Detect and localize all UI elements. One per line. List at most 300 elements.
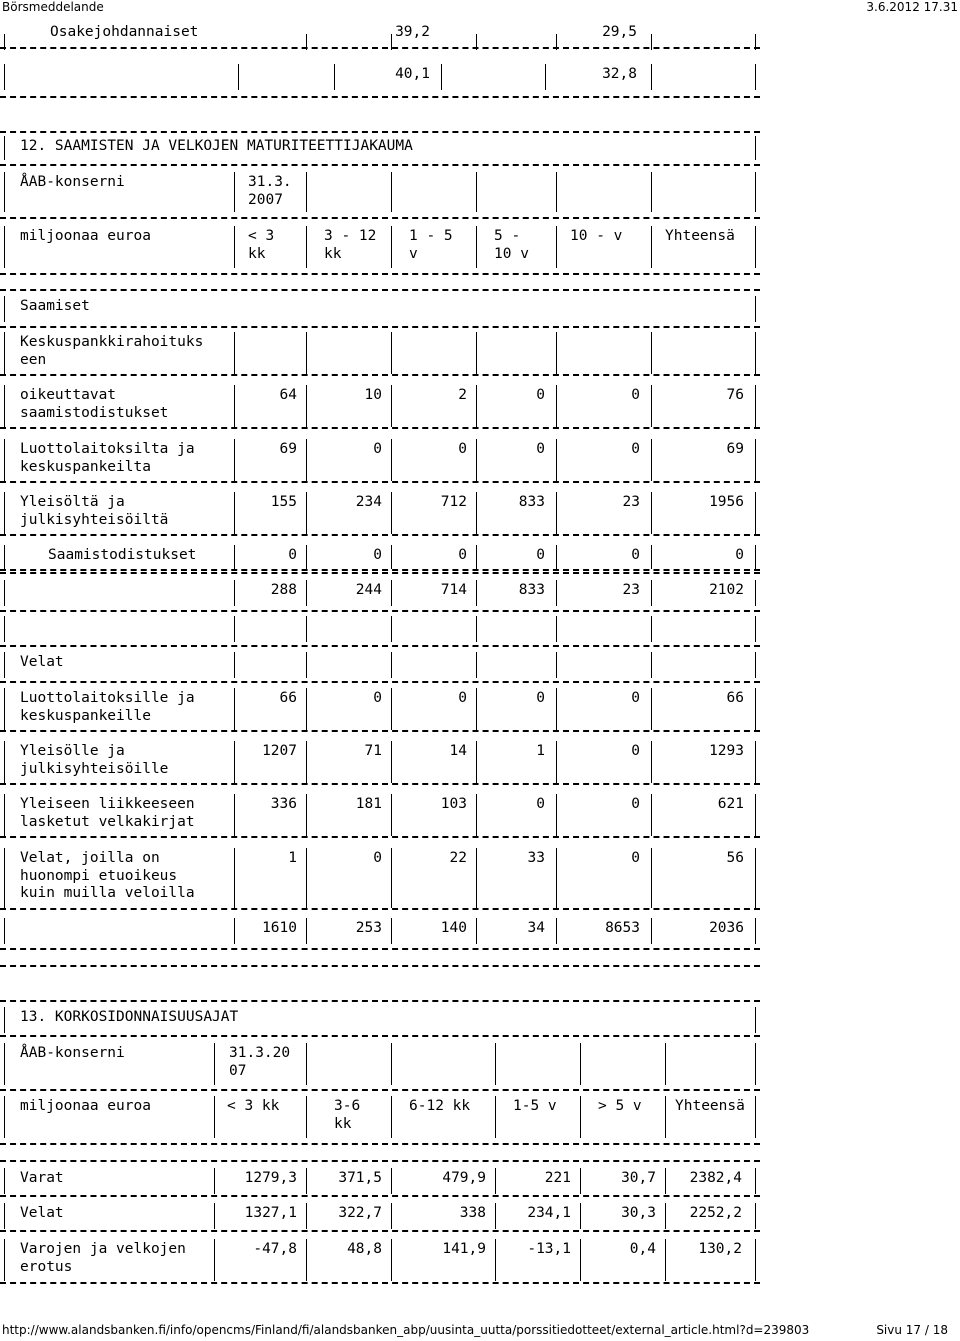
cell-border [556, 741, 557, 783]
section-13-row-col1: -47,8 [253, 1241, 297, 1257]
receivables-row-col4: 833 [518, 494, 545, 510]
liabilities-row-col4: 1 [536, 743, 545, 759]
section-12-column-header-4: 5 - 10 v [494, 228, 529, 262]
cell-border [476, 652, 477, 678]
receivables-row-col4: 0 [536, 547, 545, 563]
cell-border [214, 1168, 215, 1194]
liabilities-row-col2: 71 [364, 743, 382, 759]
cell-border [755, 64, 756, 90]
receivables-row-col2: 234 [355, 494, 382, 510]
receivables-row-col2: 0 [373, 547, 382, 563]
dashed-rule [0, 326, 760, 328]
dashed-rule [0, 273, 760, 275]
dashed-rule [0, 289, 760, 291]
section-13-row-col4: -13,1 [527, 1241, 571, 1257]
liabilities-total-col3: 140 [440, 920, 467, 936]
cell-border [391, 794, 392, 836]
cell-border [391, 492, 392, 534]
cell-border [556, 439, 557, 481]
cell-border [755, 226, 756, 268]
receivables-heading: Saamiset [20, 298, 90, 314]
cell-border [4, 296, 5, 322]
dashed-rule [0, 47, 760, 49]
receivables-row-col5: 23 [622, 494, 640, 510]
cell-border [4, 492, 5, 534]
footer-url: http://www.alandsbanken.fi/info/opencms/Finland/fi/alandsbanken_abp/uusinta_uutta/porssitiedotteet/external_article.html?d=239803 [2, 1323, 810, 1337]
section-13-row-col5: 30,7 [621, 1170, 656, 1186]
blank-row [0, 614, 760, 644]
liabilities-row-col5: 0 [631, 743, 640, 759]
cell-border [4, 848, 5, 908]
cell-border [4, 616, 5, 642]
dashed-rule [0, 1160, 760, 1162]
liabilities-total-row [0, 916, 760, 946]
dashed-rule [0, 164, 760, 166]
cell-border [306, 492, 307, 534]
cell-border [391, 848, 392, 908]
cell-border [665, 1043, 666, 1085]
cell-border [651, 332, 652, 374]
receivables-total-col1: 288 [270, 582, 297, 598]
liabilities-row-col5: 0 [631, 850, 640, 866]
dashed-rule [0, 1000, 760, 1002]
cell-border [476, 172, 477, 212]
top-total-value-2: 32,8 [602, 66, 637, 82]
receivables-row-col5: 0 [631, 387, 640, 403]
receivables-row-col1: 0 [288, 547, 297, 563]
receivables-total-col5: 23 [622, 582, 640, 598]
section-12-company-row [0, 170, 760, 214]
cell-border [556, 332, 557, 374]
cell-border [755, 385, 756, 427]
dashed-rule [0, 217, 760, 219]
cell-border [4, 794, 5, 836]
liabilities-heading: Velat [20, 654, 64, 670]
section-13-row-col3: 141,9 [442, 1241, 486, 1257]
cell-border [556, 688, 557, 730]
section-12-column-header-1: < 3 kk [248, 228, 275, 262]
cell-border [214, 1096, 215, 1138]
section-13-row-col3: 338 [459, 1205, 486, 1221]
receivables-row-col6: 76 [726, 387, 744, 403]
receivables-row [0, 543, 760, 571]
cell-border [651, 741, 652, 783]
liabilities-total-col4: 34 [527, 920, 545, 936]
cell-border [556, 545, 557, 569]
cell-border [755, 794, 756, 836]
dashed-rule [0, 481, 760, 483]
section-13-company-row [0, 1041, 760, 1087]
section-13-row-col1: 1327,1 [244, 1205, 297, 1221]
liabilities-row-label: Yleisölle ja julkisyhteisöille [20, 743, 169, 777]
cell-border [651, 172, 652, 212]
cell-border [755, 545, 756, 569]
section-13-row-label: Varojen ja velkojen erotus [20, 1241, 186, 1275]
section-12-column-header-3: 1 - 5 v [409, 228, 453, 262]
receivables-total-row [0, 578, 760, 608]
cell-border [4, 64, 5, 90]
cell-border [755, 1168, 756, 1194]
cell-border [214, 1043, 215, 1085]
liabilities-row-col3: 22 [449, 850, 467, 866]
cell-border [556, 652, 557, 678]
cell-border [391, 1043, 392, 1085]
top-total-value-1: 40,1 [395, 66, 430, 82]
cell-border [306, 741, 307, 783]
cell-border [755, 332, 756, 374]
dashed-rule [0, 783, 760, 785]
cell-border [651, 848, 652, 908]
cell-border [755, 439, 756, 481]
section-12-unit-label: miljoonaa euroa [20, 228, 151, 244]
receivables-row-col4: 0 [536, 387, 545, 403]
section-13-column-header-3: 6-12 kk [409, 1098, 471, 1114]
liabilities-row [0, 846, 760, 910]
section-12-company: ÅAB-konserni [20, 174, 125, 190]
cell-border [238, 64, 239, 90]
section-12-title: 12. SAAMISTEN JA VELKOJEN MATURITEETTIJAKAUMA [20, 138, 413, 154]
dashed-rule [0, 965, 760, 967]
cell-border [306, 688, 307, 730]
cell-border [651, 64, 652, 90]
section-13-row-col6: 2252,2 [689, 1205, 742, 1221]
receivables-row-col4: 0 [536, 441, 545, 457]
cell-border [4, 1239, 5, 1281]
cell-border [4, 688, 5, 730]
cell-border [306, 439, 307, 481]
cell-border [214, 1239, 215, 1281]
receivables-row-label: Saamistodistukset [48, 547, 197, 563]
header-datetime: 3.6.2012 17.31 [866, 0, 958, 14]
dashed-rule [0, 1282, 760, 1284]
dashed-rule [0, 1089, 760, 1091]
section-13-column-header-6: Yhteensä [675, 1098, 745, 1114]
cell-border [391, 1168, 392, 1194]
cell-border [755, 652, 756, 678]
cell-border [4, 385, 5, 427]
dashed-rule [0, 427, 760, 429]
dashed-rule [0, 1195, 760, 1197]
cell-border [4, 136, 5, 160]
receivables-row-col6: 69 [726, 441, 744, 457]
dashed-rule [0, 948, 760, 950]
section-12-column-header-5: 10 - v [570, 228, 623, 244]
liabilities-heading-row [0, 650, 760, 680]
receivables-total-col4: 833 [518, 582, 545, 598]
cell-border [4, 1043, 5, 1085]
cell-border [651, 545, 652, 569]
dashed-rule [0, 569, 760, 571]
section-13-column-header-2: 3-6 kk [334, 1098, 361, 1132]
section-13-row-col4: 234,1 [527, 1205, 571, 1221]
cell-border [651, 580, 652, 606]
receivables-total-col2: 244 [355, 582, 382, 598]
liabilities-row-col3: 103 [440, 796, 467, 812]
receivables-row-col3: 0 [458, 547, 467, 563]
cell-border [651, 918, 652, 944]
cell-border [4, 918, 5, 944]
partial-row-value-1: 39,2 [395, 24, 430, 40]
cell-border [4, 741, 5, 783]
cell-border [4, 226, 5, 268]
liabilities-total-col1: 1610 [262, 920, 297, 936]
cell-border [651, 385, 652, 427]
cell-border [391, 1239, 392, 1281]
section-12-title-row [0, 134, 760, 162]
section-13-date: 31.3.20 07 [229, 1045, 291, 1079]
section-13-row-label: Varat [20, 1170, 64, 1186]
section-13-row-col1: 1279,3 [244, 1170, 297, 1186]
cell-border [306, 616, 307, 642]
liabilities-total-col2: 253 [355, 920, 382, 936]
dashed-rule [0, 1230, 760, 1232]
liabilities-row [0, 792, 760, 838]
cell-border [391, 688, 392, 730]
liabilities-row-col1: 336 [270, 796, 297, 812]
receivables-row [0, 490, 760, 536]
liabilities-total-col5: 8653 [605, 920, 640, 936]
section-12-date: 31.3. 2007 [248, 174, 292, 208]
cell-border [306, 385, 307, 427]
cell-border [755, 296, 756, 322]
cell-border [4, 1203, 5, 1229]
cell-border [391, 172, 392, 212]
cell-border [391, 580, 392, 606]
cell-border [651, 652, 652, 678]
liabilities-row [0, 686, 760, 732]
cell-border [391, 1203, 392, 1229]
cell-border [391, 545, 392, 569]
receivables-row-col2: 0 [373, 441, 382, 457]
liabilities-row-col6: 56 [726, 850, 744, 866]
cell-border [4, 1168, 5, 1194]
section-12-column-header-6: Yhteensä [665, 228, 735, 244]
cell-border [556, 794, 557, 836]
section-13-row-col4: 221 [544, 1170, 571, 1186]
cell-border [306, 332, 307, 374]
cell-border [306, 652, 307, 678]
footer-page-number: Sivu 17 / 18 [876, 1323, 948, 1337]
liabilities-row-col5: 0 [631, 690, 640, 706]
cell-border [234, 616, 235, 642]
receivables-row-col1: 64 [279, 387, 297, 403]
section-13-title-row [0, 1005, 760, 1035]
receivables-row-col5: 0 [631, 441, 640, 457]
cell-border [4, 332, 5, 374]
cell-border [755, 918, 756, 944]
section-13-column-header-1: < 3 kk [227, 1098, 280, 1114]
liabilities-row-col1: 1 [288, 850, 297, 866]
section-13-row-col3: 479,9 [442, 1170, 486, 1186]
cell-border [755, 1203, 756, 1229]
section-13-company: ÅAB-konserni [20, 1045, 125, 1061]
cell-border [755, 492, 756, 534]
cell-border [4, 580, 5, 606]
cell-border [556, 385, 557, 427]
liabilities-row-col1: 66 [279, 690, 297, 706]
cell-border [651, 616, 652, 642]
receivables-row [0, 383, 760, 429]
cell-border [580, 1043, 581, 1085]
cell-border [755, 1043, 756, 1085]
liabilities-row-label: Luottolaitoksille ja keskuspankeille [20, 690, 195, 724]
dashed-rule [0, 534, 760, 536]
dashed-rule [0, 1035, 760, 1037]
cell-border [4, 545, 5, 569]
cell-border [755, 1239, 756, 1281]
cell-border [755, 136, 756, 160]
dashed-rule [0, 374, 760, 376]
section-12-column-header-2: 3 - 12 kk [324, 228, 377, 262]
liabilities-row-col3: 14 [449, 743, 467, 759]
section-13-row-col2: 48,8 [347, 1241, 382, 1257]
liabilities-row-col6: 621 [717, 796, 744, 812]
receivables-row-col1: 69 [279, 441, 297, 457]
cell-border [306, 545, 307, 569]
section-13-column-header-row [0, 1094, 760, 1140]
dashed-rule [0, 730, 760, 732]
section-13-row [0, 1166, 760, 1196]
liabilities-row-col2: 0 [373, 690, 382, 706]
receivables-row-label: Yleisöltä ja julkisyhteisöiltä [20, 494, 169, 528]
page-footer [0, 1322, 960, 1340]
cell-border [476, 332, 477, 374]
cell-border [755, 741, 756, 783]
cell-border [306, 794, 307, 836]
cell-border [476, 616, 477, 642]
liabilities-row-col2: 181 [355, 796, 382, 812]
cell-border [755, 616, 756, 642]
receivables-row-col5: 0 [631, 547, 640, 563]
cell-border [391, 332, 392, 374]
cell-border [556, 580, 557, 606]
section-13-unit-label: miljoonaa euroa [20, 1098, 151, 1114]
cell-border [556, 848, 557, 908]
receivables-row-col3: 712 [440, 494, 467, 510]
liabilities-row-col6: 1293 [709, 743, 744, 759]
liabilities-row-col2: 0 [373, 850, 382, 866]
cell-border [391, 439, 392, 481]
liabilities-row-col4: 33 [527, 850, 545, 866]
cell-border [4, 652, 5, 678]
dashed-rule [0, 610, 760, 612]
cell-border [556, 616, 557, 642]
section-12-column-header-row [0, 224, 760, 270]
cell-border [556, 172, 557, 212]
receivables-row [0, 330, 760, 376]
liabilities-row-col1: 1207 [262, 743, 297, 759]
section-13-row-col6: 130,2 [698, 1241, 742, 1257]
dashed-rule [0, 572, 760, 574]
receivables-row-label: oikeuttavat saamistodistukset [20, 387, 169, 421]
cell-border [495, 1043, 496, 1085]
header-title: Börsmeddelande [2, 0, 104, 14]
cell-border [214, 1203, 215, 1229]
receivables-row-col1: 155 [270, 494, 297, 510]
cell-border [4, 1096, 5, 1138]
cell-border [4, 172, 5, 212]
cell-border [556, 918, 557, 944]
cell-border [4, 1007, 5, 1033]
top-total-row [0, 62, 760, 92]
dashed-rule [0, 96, 760, 98]
receivables-row-col3: 2 [458, 387, 467, 403]
section-13-row-col5: 0,4 [629, 1241, 656, 1257]
section-13-row-label: Velat [20, 1205, 64, 1221]
liabilities-row [0, 739, 760, 785]
cell-border [391, 918, 392, 944]
liabilities-row-col4: 0 [536, 796, 545, 812]
cell-border [651, 688, 652, 730]
section-13-row [0, 1201, 760, 1231]
receivables-row-label: Luottolaitoksilta ja keskuspankeilta [20, 441, 195, 475]
cell-border [306, 848, 307, 908]
receivables-row-col6: 0 [735, 547, 744, 563]
cell-border [545, 64, 546, 90]
dashed-rule [0, 908, 760, 910]
receivables-total-col3: 714 [440, 582, 467, 598]
liabilities-row-col4: 0 [536, 690, 545, 706]
cell-border [4, 439, 5, 481]
cell-border [556, 492, 557, 534]
cell-border [651, 794, 652, 836]
cell-border [755, 580, 756, 606]
cell-border [651, 492, 652, 534]
section-13-row-col6: 2382,4 [689, 1170, 742, 1186]
liabilities-row-col6: 66 [726, 690, 744, 706]
liabilities-row-col5: 0 [631, 796, 640, 812]
cell-border [755, 172, 756, 212]
receivables-heading-row [0, 294, 760, 324]
section-13-title: 13. KORKOSIDONNAISUUSAJAT [20, 1009, 239, 1025]
cell-border [755, 1007, 756, 1033]
receivables-row-col6: 1956 [709, 494, 744, 510]
section-13-column-header-5: > 5 v [598, 1098, 642, 1114]
cell-border [306, 918, 307, 944]
receivables-row-col2: 10 [364, 387, 382, 403]
liabilities-row-label: Velat, joilla on huonompi etuoikeus kuin muilla veloilla [20, 850, 195, 902]
cell-border [651, 439, 652, 481]
cell-border [755, 688, 756, 730]
section-13-row [0, 1237, 760, 1283]
dashed-rule [0, 131, 760, 133]
receivables-row-label: Keskuspankkirahoituks een [20, 334, 204, 368]
receivables-row-col3: 0 [458, 441, 467, 457]
section-13-row-col2: 371,5 [338, 1170, 382, 1186]
cell-border [334, 64, 335, 90]
partial-row-value-2: 29,5 [602, 24, 637, 40]
dashed-rule [0, 836, 760, 838]
section-13-row-col5: 30,3 [621, 1205, 656, 1221]
section-13-row-col2: 322,7 [338, 1205, 382, 1221]
cell-border [391, 385, 392, 427]
cell-border [755, 848, 756, 908]
cell-border [391, 652, 392, 678]
dashed-rule [0, 645, 760, 647]
liabilities-row-col3: 0 [458, 690, 467, 706]
dashed-rule [0, 1143, 760, 1145]
cell-border [441, 64, 442, 90]
section-13-column-header-4: 1-5 v [513, 1098, 557, 1114]
liabilities-row-label: Yleiseen liikkeeseen lasketut velkakirjat [20, 796, 195, 830]
cell-border [391, 741, 392, 783]
cell-border [306, 580, 307, 606]
cell-border [391, 616, 392, 642]
receivables-total-col6: 2102 [709, 582, 744, 598]
partial-row-label: Osakejohdannaiset [50, 24, 199, 40]
liabilities-total-col6: 2036 [709, 920, 744, 936]
receivables-row [0, 437, 760, 483]
